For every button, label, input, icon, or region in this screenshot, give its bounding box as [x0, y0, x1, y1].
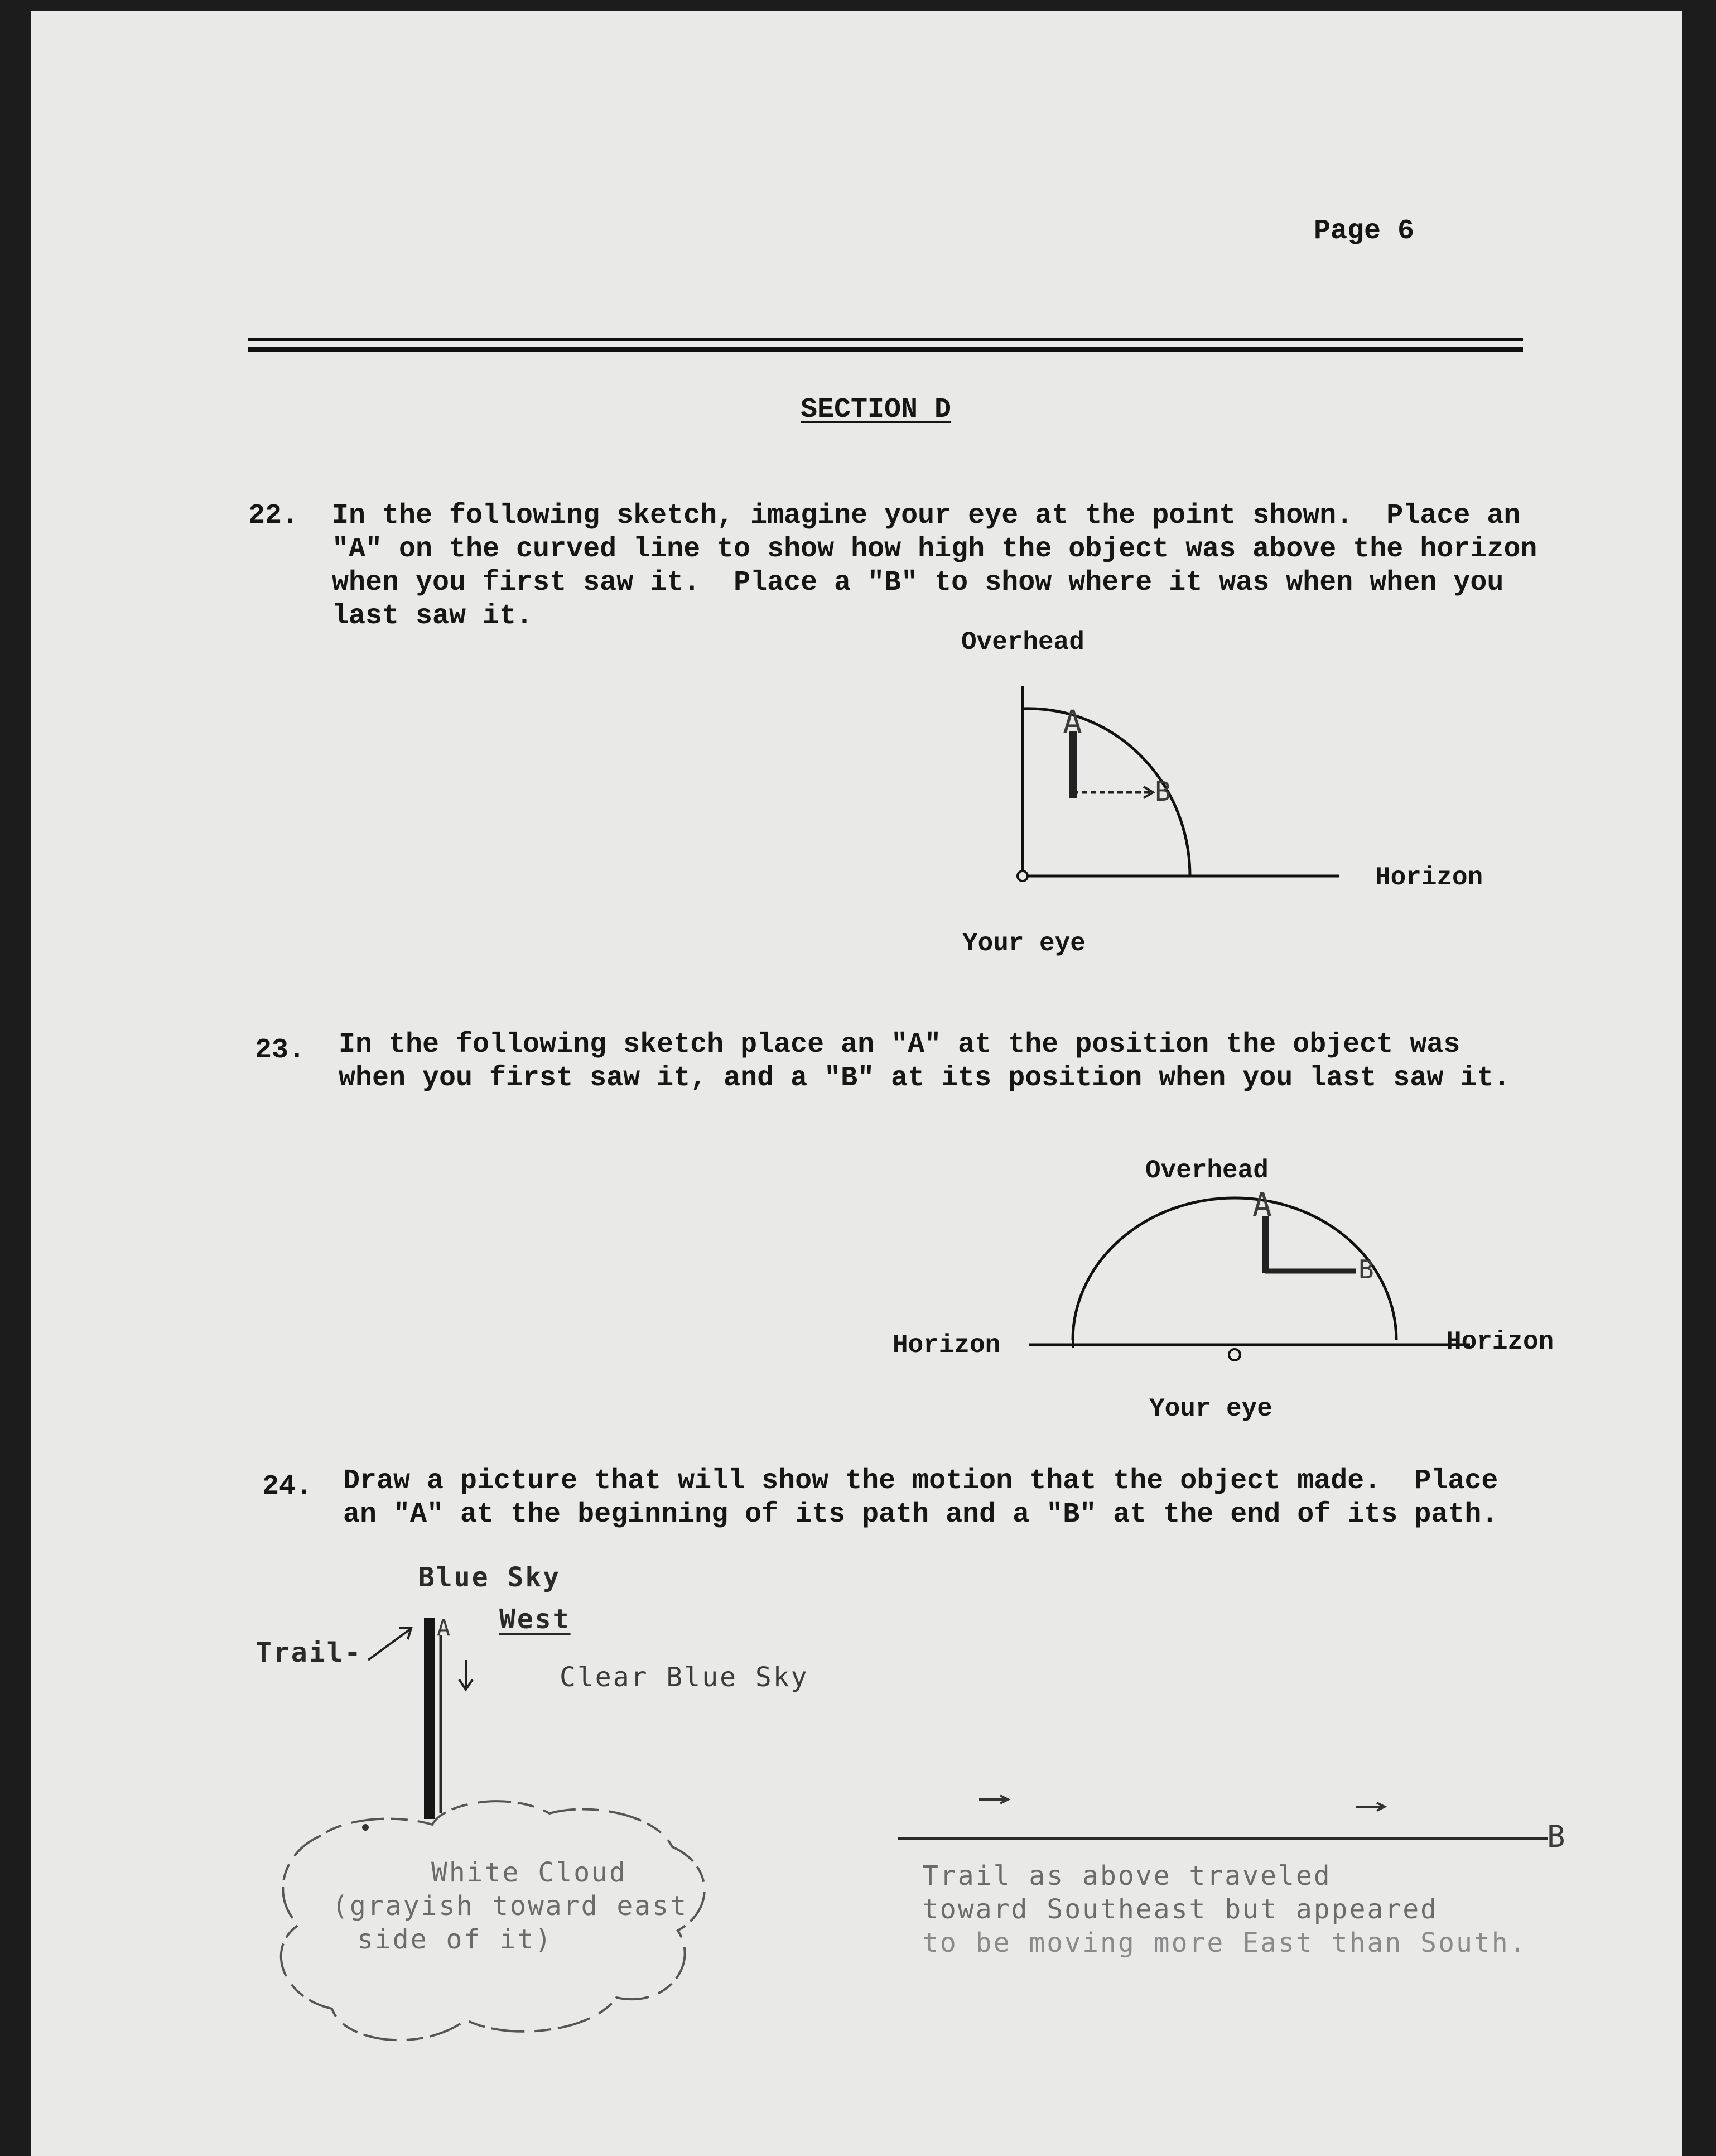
q22-overhead-label: Overhead [961, 628, 1084, 657]
q23-line-1: In the following sketch place an "A" at the position the object was [339, 1029, 1460, 1061]
q22-line-1: In the following sketch, imagine your eye at the point shown. Place an [332, 500, 1521, 532]
section-title: SECTION D [801, 394, 952, 426]
q23-mark-b: B [1358, 1254, 1376, 1284]
q22-number: 22. [248, 500, 299, 532]
cloud-label-line-3: side of it) [357, 1924, 553, 1955]
q23-horizon-right-label: Horizon [1446, 1327, 1554, 1356]
q23-overhead-label: Overhead [1145, 1156, 1269, 1185]
q23-eye-label: Your eye [1149, 1394, 1272, 1423]
page-number: Page 6 [1314, 215, 1415, 247]
q24-west-label: West [499, 1604, 571, 1635]
q24-drawing [31, 11, 1682, 2156]
path-arrow-1 [979, 1796, 1008, 1803]
q22-mark-b: B [1155, 776, 1173, 807]
trail-note-line-3: to be moving more East than South. [922, 1927, 1527, 1958]
q22-line-4: last saw it. [332, 600, 533, 632]
trail-pointer-arrow [368, 1629, 410, 1660]
q24-trail-label: Trail- [256, 1637, 363, 1668]
q22-mark-a: A [1063, 703, 1084, 741]
path-arrow-2 [1356, 1803, 1385, 1811]
q24-blue-sky-label: Blue Sky [418, 1562, 561, 1593]
q24-number: 24. [262, 1471, 313, 1503]
q24-line-2: an "A" at the beginning of its path and a "B" at the end of its path. [343, 1499, 1498, 1531]
cloud-label-line-2: (grayish toward east [332, 1890, 688, 1922]
q22-line-2: "A" on the curved line to show how high the object was above the horizon [332, 533, 1537, 565]
document-page [31, 11, 1682, 2156]
q24-mark-b: B [1547, 1819, 1567, 1854]
q22-line-3: when you first saw it. Place a "B" to show where it was when when you [332, 567, 1504, 599]
q24-line-1: Draw a picture that will show the motion that the object made. Place [343, 1465, 1498, 1497]
cloud-label-line-1: White Cloud [431, 1857, 627, 1888]
trail-note-line-1: Trail as above traveled [922, 1860, 1332, 1892]
q23-horizon-left-label: Horizon [893, 1331, 1001, 1360]
q23-number: 23. [255, 1034, 306, 1066]
q23-line-2: when you first saw it, and a "B" at its position when you last saw it. [339, 1062, 1511, 1094]
q23-mark-a: A [1252, 1186, 1274, 1224]
trail-note-line-2: toward Southeast but appeared [922, 1894, 1439, 1925]
q22-horizon-label: Horizon [1375, 863, 1483, 892]
q24-clear-blue-sky-label: Clear Blue Sky [560, 1662, 809, 1693]
cloud-dot [362, 1824, 369, 1831]
q24-mark-a: A [437, 1615, 452, 1641]
q22-eye-label: Your eye [962, 929, 1086, 958]
